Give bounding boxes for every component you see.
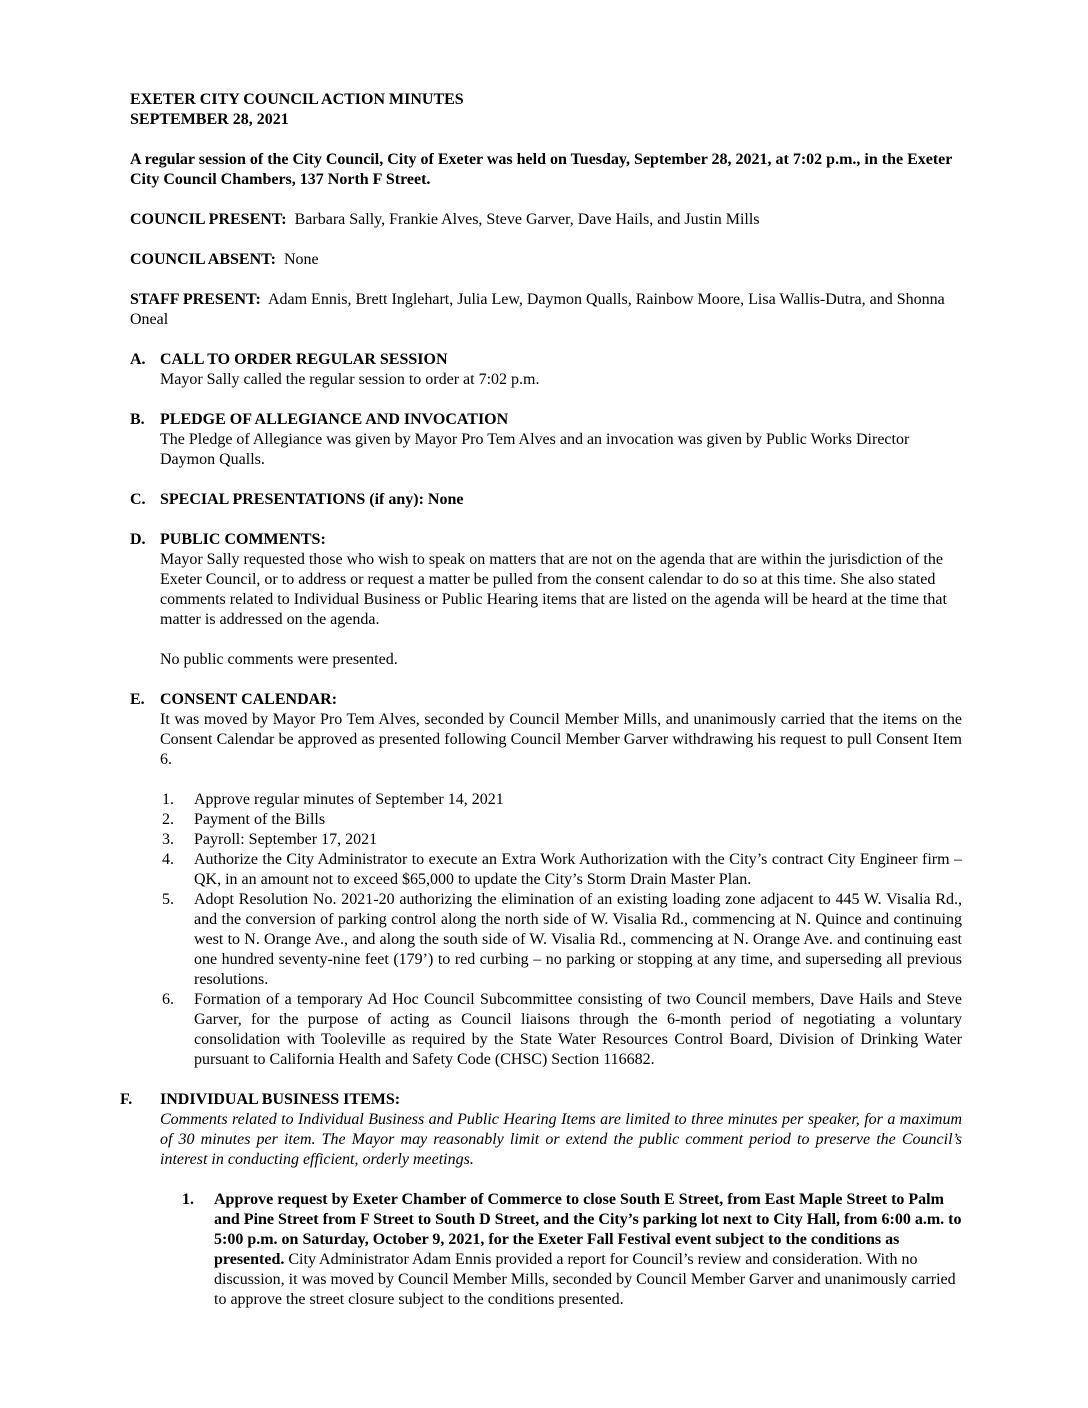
section-c-letter: C. (130, 491, 146, 508)
section-d-letter: D. (130, 531, 146, 548)
document-title: EXETER CITY COUNCIL ACTION MINUTES (130, 91, 464, 108)
list-item-number: 1. (162, 791, 174, 808)
section-b-letter: B. (130, 411, 145, 428)
section-e (130, 690, 962, 1070)
section-c (130, 490, 962, 510)
list-item (162, 990, 962, 1070)
list-item-text: Authorize the City Administrator to execute an Extra Work Authorization with the City’s contract City Engineer firm – QK, in an amount not to exceed $65,000 to update the City’s Storm Drain Master Plan. (194, 851, 962, 888)
list-item-number: 2. (162, 811, 174, 828)
list-item (182, 1190, 962, 1310)
staff-present (130, 290, 962, 330)
section-d-heading: PUBLIC COMMENTS: (160, 531, 326, 548)
section-e-letter: E. (130, 691, 145, 708)
business-item-detail: City Administrator Adam Ennis provided a report for Council’s review and consideration. With no discussion, it was moved by Council Member Mills, seconded by Council Member Garver and unanimously carried to approve the street closure subject to the conditions presented. (214, 1251, 956, 1308)
section-e-heading: CONSENT CALENDAR: (160, 691, 338, 708)
list-item-text (214, 1190, 962, 1310)
session-intro: A regular session of the City Council, City of Exeter was held on Tuesday, September 28, 2021, at 7:02 p.m., in the Exeter City Council Chambers, 137 North F Street. (130, 151, 953, 188)
list-item-number: 1. (182, 1191, 194, 1208)
list-item (162, 890, 962, 990)
staff-present-value: Adam Ennis, Brett Inglehart, Julia Lew, Daymon Qualls, Rainbow Moore, Lisa Wallis-Dutra, and Shonna Oneal (130, 291, 945, 328)
section-b (130, 410, 962, 470)
section-d-text: Mayor Sally requested those who wish to speak on matters that are not on the agenda that are within the jurisdiction of the Exeter Council, or to address or request a matter be pulled from the consent calendar to do so at this time. She also stated comments related to Individual Business or Public Hearing items that are listed on the agenda will be heard at the time that matter is addressed on the agenda. (160, 551, 947, 628)
list-item-text: Adopt Resolution No. 2021-20 authorizing the elimination of an existing loading zone adjacent to 445 W. Visalia Rd., and the conversion of parking control along the north side of W. Visalia Rd., commencing at N. Quince and continuing west to N. Orange Ave., and along the south side of W. Visalia Rd., commencing at N. Orange Ave. and continuing east one hundred seventy-nine feet (179’) to red curbing – no parking or stopping at any time, and superseding all previous resolutions. (194, 891, 962, 988)
list-item-number: 3. (162, 831, 174, 848)
section-b-text: The Pledge of Allegiance was given by Mayor Pro Tem Alves and an invocation was given by Public Works Director Daymon Qualls. (160, 431, 910, 468)
council-present-value: Barbara Sally, Frankie Alves, Steve Garver, Dave Hails, and Justin Mills (294, 211, 760, 228)
section-d (130, 530, 962, 670)
list-item (162, 810, 962, 830)
section-a (130, 350, 962, 390)
list-item-number: 5. (162, 891, 174, 908)
section-f (120, 1090, 962, 1310)
section-a-text: Mayor Sally called the regular session to order at 7:02 p.m. (160, 371, 540, 388)
council-absent-value: None (283, 251, 319, 268)
list-item-text: Approve regular minutes of September 14, 2021 (194, 791, 504, 808)
council-present (130, 210, 962, 230)
section-a-letter: A. (130, 351, 146, 368)
section-c-heading: SPECIAL PRESENTATIONS (if any): None (160, 491, 464, 508)
section-a-heading: CALL TO ORDER REGULAR SESSION (160, 351, 448, 368)
list-item-text: Formation of a temporary Ad Hoc Council Subcommittee consisting of two Council members, Dave Hails and Steve Garver, for the purpose of acting as Council liaisons through the 6-month period of negotiating a voluntary consolidation with Tooleville as required by the State Water Resources Control Board, Division of Drinking Water pursuant to California Health and Safety Code (CHSC) Section 116682. (194, 991, 962, 1068)
business-item-title: Approve request by Exeter Chamber of Commerce to close South E Street, from East Maple Street to Palm and Pine Street from F Street to South D Street, and the City’s parking lot next to City Hall, from 6:00 a.m. to 5:00 p.m. on Saturday, October 9, 2021, for the Exeter Fall Festival event subject to the conditions as presented. (214, 1191, 962, 1268)
list-item (162, 850, 962, 890)
list-item (162, 790, 962, 810)
list-item (162, 830, 962, 850)
council-absent (130, 250, 962, 270)
council-absent-label: COUNCIL ABSENT: (130, 251, 276, 268)
council-present-label: COUNCIL PRESENT: (130, 211, 287, 228)
document-date: SEPTEMBER 28, 2021 (130, 111, 289, 128)
section-e-text: It was moved by Mayor Pro Tem Alves, seconded by Council Member Mills, and unanimously carried that the items on the Consent Calendar be approved as presented following Council Member Garver withdrawing his request to pull Consent Item 6. (160, 711, 962, 768)
minutes-page (120, 90, 962, 1310)
list-item-text: Payment of the Bills (194, 811, 326, 828)
section-f-heading: INDIVIDUAL BUSINESS ITEMS: (160, 1091, 401, 1108)
section-f-note: Comments related to Individual Business and Public Hearing Items are limited to three minutes per speaker, for a maximum of 30 minutes per item. The Mayor may reasonably limit or extend the public comment period to preserve the Council’s interest in conducting efficient, orderly meetings. (160, 1111, 962, 1168)
list-item-text: Payroll: September 17, 2021 (194, 831, 378, 848)
list-item-number: 4. (162, 851, 174, 868)
consent-items-list (162, 790, 962, 1070)
staff-present-label: STAFF PRESENT: (130, 291, 261, 308)
list-item-number: 6. (162, 991, 174, 1008)
section-f-letter: F. (120, 1091, 133, 1108)
business-items-list (182, 1190, 962, 1310)
section-d-text2: No public comments were presented. (160, 651, 398, 668)
section-b-heading: PLEDGE OF ALLEGIANCE AND INVOCATION (160, 411, 509, 428)
